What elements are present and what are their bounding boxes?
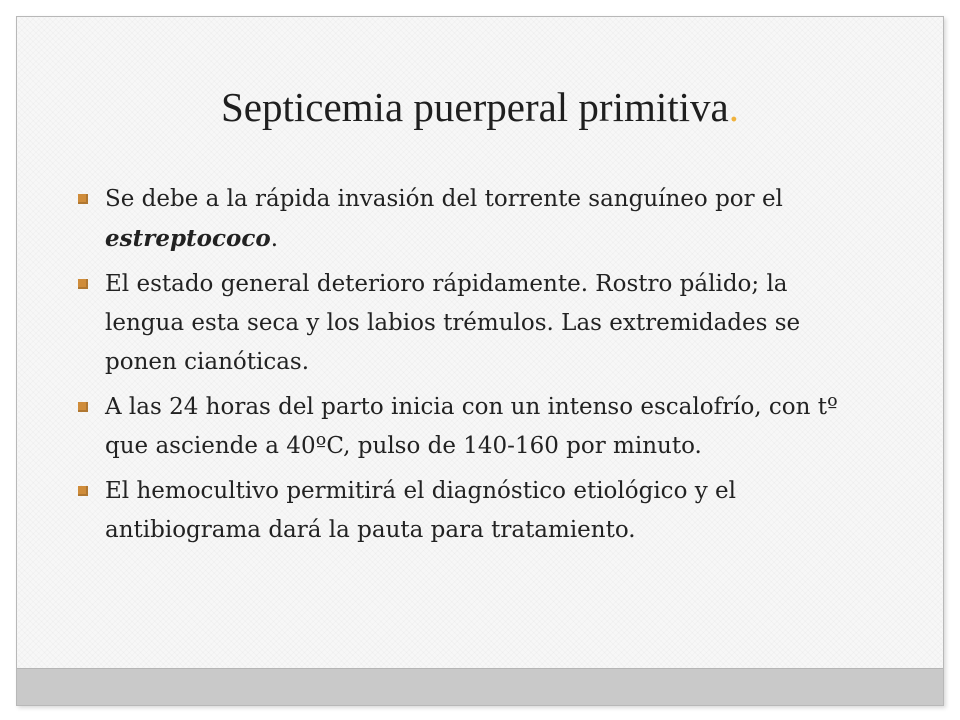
square-bullet-icon [78, 194, 88, 204]
bullet-text: Se debe a la rápida invasión del torrente sanguíneo por el [105, 186, 783, 212]
bullet-item [75, 472, 855, 550]
bullet-item [75, 265, 855, 382]
bullet-text: A las 24 horas del parto inicia con un intenso escalofrío, con tº que asciende a 40ºC, pulso de 140-160 por minuto. [105, 394, 838, 459]
slide-title [17, 83, 943, 131]
bullet-item [75, 180, 855, 259]
square-bullet-icon [78, 486, 88, 496]
slide-title-text: Septicemia puerperal primitiva [220, 84, 729, 130]
square-bullet-icon [78, 279, 88, 289]
footer-bar [17, 668, 943, 705]
bullet-text: El hemocultivo permitirá el diagnóstico etiológico y el antibiograma dará la pauta para tratamiento. [105, 478, 736, 543]
slide [16, 16, 944, 706]
square-bullet-icon [78, 402, 88, 412]
title-accent-dot: . [728, 84, 739, 130]
bullet-text-end: . [270, 226, 279, 252]
bullet-item [75, 388, 855, 466]
bullet-text: El estado general deterioro rápidamente. Rostro pálido; la lengua esta seca y los labios trémulos. Las extremidades se ponen cianóticas. [105, 271, 801, 375]
bullet-list [75, 180, 855, 556]
bullet-emphasis: estreptococo [105, 225, 271, 252]
